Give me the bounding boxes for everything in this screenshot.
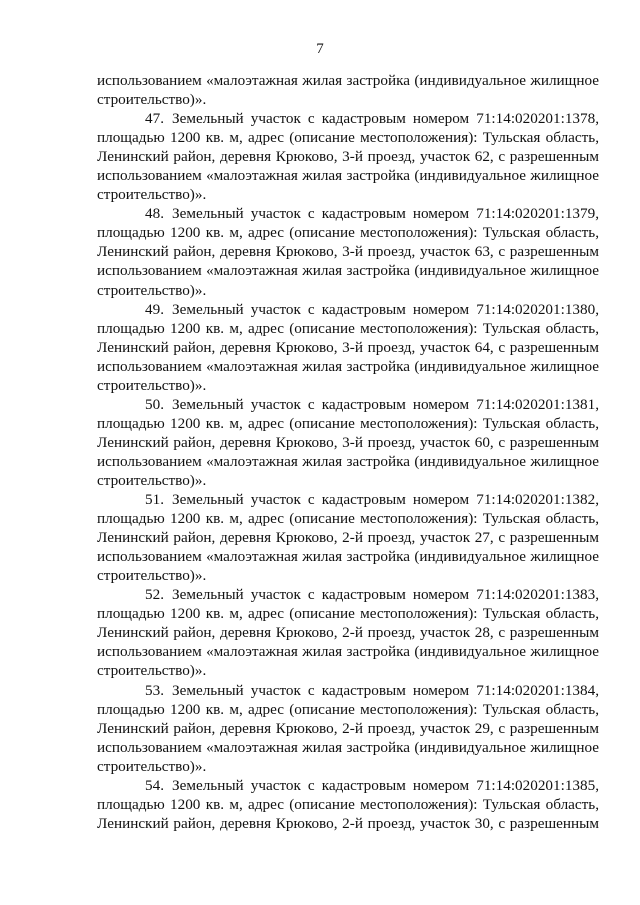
text-line: использованием «малоэтажная жилая застройка (индивидуальное жилищное [97, 452, 599, 470]
list-item-first-line [97, 776, 599, 795]
text-line: Ленинский район, деревня Крюково, 2-й проезд, участок 27, с разрешенным [97, 529, 599, 547]
item-text: Земельный участок с кадастровым номером 71:14:020201:1378, [172, 110, 599, 128]
text-line: Ленинский район, деревня Крюково, 3-й проезд, участок 64, с разрешенным [97, 338, 599, 356]
text-line: строительство)». [97, 186, 207, 204]
text-line: использованием «малоэтажная жилая застройка (индивидуальное жилищное [97, 167, 599, 185]
text-line: использованием «малоэтажная жилая застройка (индивидуальное жилищное [97, 357, 599, 375]
item-text: Земельный участок с кадастровым номером 71:14:020201:1383, [172, 586, 599, 604]
text-line: Ленинский район, деревня Крюково, 3-й проезд, участок 63, с разрешенным [97, 243, 599, 261]
item-text: Земельный участок с кадастровым номером 71:14:020201:1385, [172, 776, 599, 794]
item-number: 50. [145, 395, 164, 413]
list-item-first-line [97, 395, 599, 414]
text-line: использованием «малоэтажная жилая застройка (индивидуальное жилищное [97, 262, 599, 280]
text-line: площадью 1200 кв. м, адрес (описание местоположения): Тульская область, [97, 795, 599, 813]
text-line: площадью 1200 кв. м, адрес (описание местоположения): Тульская область, [97, 224, 599, 242]
text-line: строительство)». [97, 471, 207, 489]
text-line: использованием «малоэтажная жилая застройка (индивидуальное жилищное [97, 548, 599, 566]
page-number: 7 [316, 41, 324, 57]
list-item-first-line [97, 681, 599, 700]
item-text: Земельный участок с кадастровым номером 71:14:020201:1379, [172, 205, 599, 223]
text-line: строительство)». [97, 91, 207, 109]
item-number: 54. [145, 776, 164, 794]
text-line: Ленинский район, деревня Крюково, 2-й проезд, участок 28, с разрешенным [97, 624, 599, 642]
text-line: строительство)». [97, 376, 207, 394]
list-item-first-line [97, 585, 599, 604]
text-line: строительство)». [97, 757, 207, 775]
item-number: 51. [145, 491, 164, 509]
list-item-first-line [97, 204, 599, 223]
text-line: Ленинский район, деревня Крюково, 2-й проезд, участок 30, с разрешенным [97, 814, 599, 832]
item-number: 53. [145, 681, 164, 699]
item-number: 48. [145, 205, 164, 223]
text-line: строительство)». [97, 281, 207, 299]
item-text: Земельный участок с кадастровым номером 71:14:020201:1381, [172, 395, 599, 413]
document-body [97, 71, 599, 833]
item-number: 52. [145, 586, 164, 604]
item-text: Земельный участок с кадастровым номером 71:14:020201:1380, [172, 300, 599, 318]
text-line: Ленинский район, деревня Крюково, 2-й проезд, участок 29, с разрешенным [97, 719, 599, 737]
text-line: площадью 1200 кв. м, адрес (описание местоположения): Тульская область, [97, 605, 599, 623]
text-line: площадью 1200 кв. м, адрес (описание местоположения): Тульская область, [97, 129, 599, 147]
text-line: площадью 1200 кв. м, адрес (описание местоположения): Тульская область, [97, 414, 599, 432]
text-line: Ленинский район, деревня Крюково, 3-й проезд, участок 60, с разрешенным [97, 433, 599, 451]
item-text: Земельный участок с кадастровым номером 71:14:020201:1384, [172, 681, 599, 699]
text-line: строительство)». [97, 662, 207, 680]
text-line: площадью 1200 кв. м, адрес (описание местоположения): Тульская область, [97, 510, 599, 528]
item-number: 49. [145, 300, 164, 318]
text-line: строительство)». [97, 567, 207, 585]
item-text: Земельный участок с кадастровым номером 71:14:020201:1382, [172, 491, 599, 509]
item-number: 47. [145, 110, 164, 128]
text-line: использованием «малоэтажная жилая застройка (индивидуальное жилищное [97, 643, 599, 661]
list-item-first-line [97, 109, 599, 128]
text-line: использованием «малоэтажная жилая застройка (индивидуальное жилищное [97, 738, 599, 756]
list-item-first-line [97, 300, 599, 319]
text-line: Ленинский район, деревня Крюково, 3-й проезд, участок 62, с разрешенным [97, 148, 599, 166]
text-line: площадью 1200 кв. м, адрес (описание местоположения): Тульская область, [97, 319, 599, 337]
list-item-first-line [97, 490, 599, 509]
text-line: площадью 1200 кв. м, адрес (описание местоположения): Тульская область, [97, 700, 599, 718]
text-line: использованием «малоэтажная жилая застройка (индивидуальное жилищное [97, 72, 599, 89]
